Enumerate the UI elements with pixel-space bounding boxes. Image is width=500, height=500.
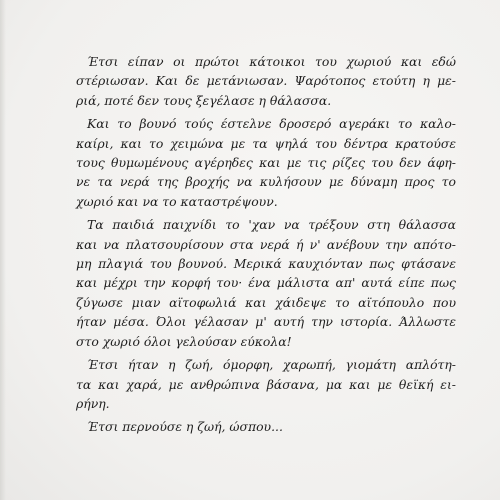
- paragraph-1: [76, 52, 456, 110]
- text-line: νε τα νερά της βροχής να κυλήσουν με δύναμη προς το: [76, 174, 456, 190]
- text-line: ήταν μέσα. Όλοι γέλασαν μ' αυτή την ιστορία. Άλλωστε: [76, 314, 456, 330]
- text-line: και μέχρι την κορφή του· ένα μάλιστα απ' αυτά είπε πως: [76, 275, 456, 291]
- text-line: Τα παιδιά παιχνίδι το 'χαν να τρέξουν στη θάλασσα: [87, 217, 456, 233]
- text-line: στέριωσαν. Και δε μετάνιωσαν. Ψαρότοπος ετούτη η με-: [76, 73, 456, 89]
- paragraph-4: [76, 355, 456, 413]
- paragraph-5: [76, 417, 456, 436]
- text-line: Και το βουνό τούς έστελνε δροσερό αγεράκι το καλο-: [87, 116, 456, 132]
- text-line: Έτσι είπαν οι πρώτοι κάτοικοι του χωριού και εδώ: [87, 54, 456, 69]
- text-line: ζύγωσε μιαν αϊτοφωλιά και χάιδεψε το αϊτόπουλο που: [76, 294, 456, 310]
- text-line: και να πλατσουρίσουν στα νερά ή ν' ανέβουν την απότο-: [76, 236, 456, 252]
- text-line: τα και χαρά, με ανθρώπινα βάσανα, μα και με θεϊκή ει-: [76, 376, 456, 392]
- text-line: μη πλαγιά του βουνού. Μερικά καυχιόνταν πως φτάσανε: [76, 256, 456, 272]
- text-line: τους θυμωμένους αγέρηδες και με τις ρίζες του δεν άφη-: [76, 155, 456, 171]
- paragraph-2: [76, 114, 456, 211]
- text-line: ρήνη.: [76, 395, 110, 411]
- text-line: καίρι, και το χειμώνα με τα ψηλά του δέντρα κρατούσε: [76, 135, 456, 151]
- text-line: Έτσι περνούσε η ζωή, ώσπου...: [87, 419, 283, 435]
- text-line: ριά, ποτέ δεν τους ξεγέλασε η θάλασσα.: [76, 92, 332, 108]
- text-line: Έτσι ήταν η ζωή, όμορφη, χαρωπή, γιομάτη απλότη-: [87, 357, 456, 373]
- text-line: χωριό και να το καταστρέψουν.: [76, 193, 278, 209]
- text-line: στο χωριό όλοι γελούσαν εύκολα!: [76, 333, 292, 349]
- paragraph-3: [76, 215, 456, 351]
- body-text: [76, 52, 456, 441]
- page-edge-shadow: [0, 0, 6, 500]
